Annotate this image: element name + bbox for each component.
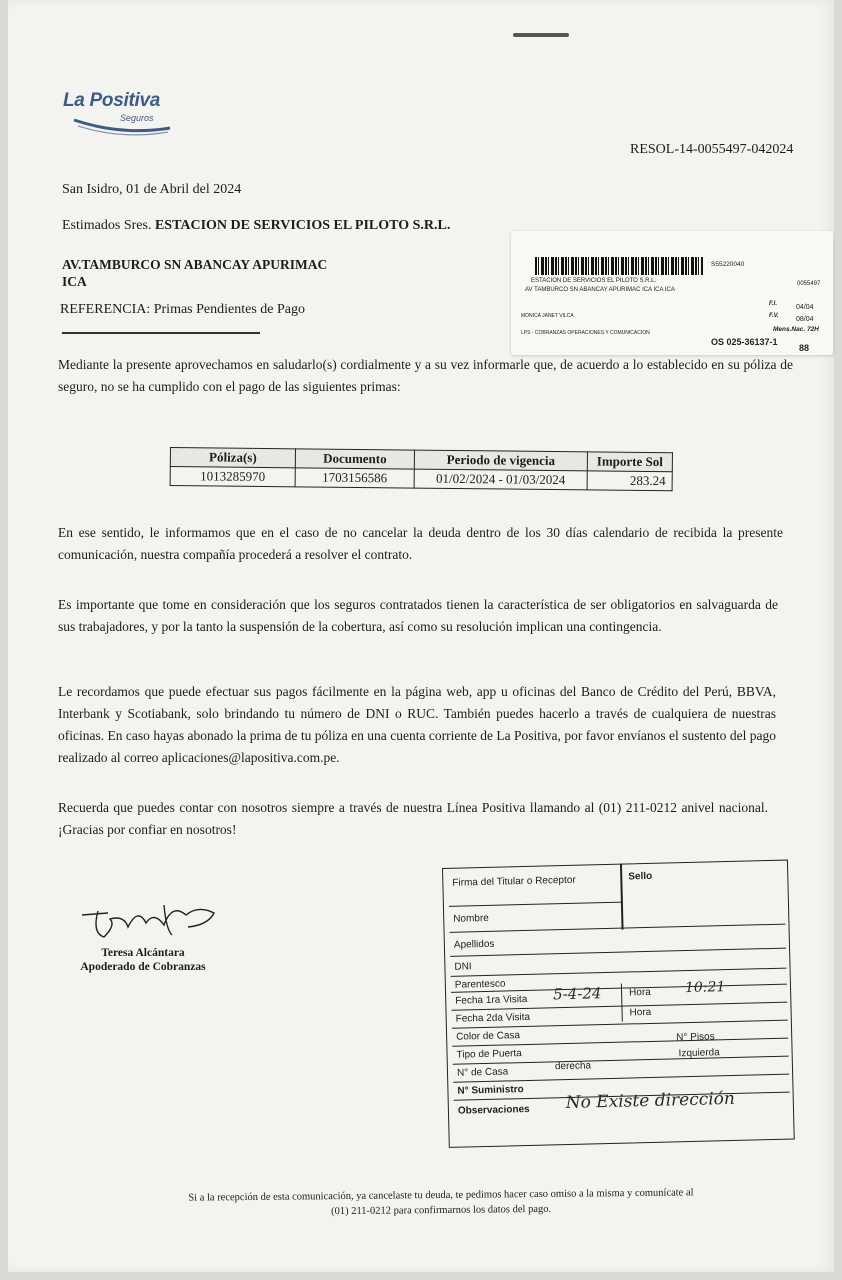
cell-documento: 1703156586 [295, 468, 414, 488]
premiums-table [170, 447, 673, 491]
barcode-icon [535, 257, 703, 275]
address-line1: AV.TAMBURCO SN ABANCAY APURIMAC [62, 257, 328, 272]
paragraph-importance: Es importante que tome en consideración que los seguros contratados tienen la característica de ser obligatorios en salvaguarda de sus trabajadores, y por la tanto la suspensión de la cobertura, así como su resolución implican una contingencia. [58, 597, 778, 634]
form-tipo-puerta: Tipo de Puerta [456, 1048, 522, 1061]
logo-sub: Seguros [120, 113, 154, 123]
form-n-pisos: N° Pisos [676, 1031, 715, 1044]
company-name: ESTACION DE SERVICIOS EL PILOTO S.R.L. [154, 218, 451, 233]
form-fecha2: Fecha 2da Visita [455, 1011, 531, 1025]
form-n-casa: N° de Casa [456, 1066, 509, 1079]
form-hora2: Hora [629, 1006, 652, 1019]
resolution-number: RESOL-14-0055497-042024 [630, 142, 794, 157]
form-parentesco: Parentesco [454, 978, 506, 991]
signer-name: Teresa Alcántara [101, 947, 185, 959]
label-fi-value: 04/04 [796, 304, 814, 311]
form-fecha1-value: 5-4-24 [552, 984, 602, 1004]
reference-text: Primas Pendientes de Pago [153, 302, 305, 317]
logo-name: La Positiva [63, 90, 161, 111]
form-observaciones: Observaciones [457, 1103, 530, 1117]
paragraph-payments: Le recordamos que puede efectuar sus pagos fácilmente en la página web, app u oficinas del Banco de Crédito del Perú, BBVA, Interbank y Scotiabank, solo brindando tu número de DNI o RUC. También puedes hacerlo a través de cualquiera de nuestras oficinas. En caso hayas abonado la prima de tu póliza en una cuenta corriente de La Positiva, por favor envíanos el sustento del pago realizado al correo aplicaciones@lapositiva.com.pe. [58, 684, 776, 765]
signature-scribble [68, 885, 228, 945]
salutation [62, 218, 450, 234]
label-fv-value: 08/04 [796, 316, 814, 323]
label-os-num: 88 [799, 343, 810, 353]
label-mens: Mens.Nac. 72H [773, 326, 819, 333]
form-dni: DNI [454, 961, 472, 973]
footer-line2: (01) 211-0212 para confirmarnos los datos del pago. [330, 1203, 552, 1218]
shipping-label [511, 231, 833, 355]
paragraph-contact: Recuerda que puedes contar con nosotros siempre a través de nuestra Línea Positiva llamando al (01) 211-0212 anivel nacional. ¡Gracias por confiar en nosotros! [58, 800, 768, 837]
header-periodo: Periodo de vigencia [414, 450, 587, 471]
form-firma: Firma del Titular o Receptor [452, 874, 576, 889]
form-hora: Hora [628, 986, 651, 999]
label-fi-label: F.I. [769, 301, 778, 307]
form-hora-value: 10:21 [684, 979, 726, 997]
form-obs-value: No Existe dirección [565, 1088, 736, 1114]
staple-mark [513, 33, 569, 37]
signer-title: Apoderado de Cobranzas [80, 961, 206, 973]
footer-note [126, 1185, 756, 1222]
label-fv-label: F.V. [769, 313, 779, 319]
letter-page [8, 0, 834, 1272]
label-ref-number: 0055497 [797, 281, 821, 287]
address-block [62, 256, 327, 290]
address-line2: ICA [62, 274, 87, 289]
footer-line1: Si a la recepción de esta comunicación, ya cancelaste tu deuda, te pedimos hacer caso omiso a la misma y comunícate al [188, 1187, 694, 1204]
paragraph-intro: Mediante la presente aprovechamos en saludarlo(s) cordialmente y a su vez informarle que, de acuerdo a lo establecido en su póliza de seguro, no se ha cumplido con el pago de las siguientes primas: [58, 357, 793, 394]
cell-importe: 283.24 [587, 471, 672, 491]
form-apellidos: Apellidos [453, 938, 495, 951]
reference-underline [62, 332, 260, 334]
barcode-code: S55220040 [711, 261, 745, 268]
form-derecha: derecha [554, 1060, 592, 1073]
label-os-code: OS 025-36137-1 [711, 337, 778, 347]
table-row [170, 467, 672, 491]
reference-label: REFERENCIA: [60, 302, 151, 317]
delivery-form [442, 859, 797, 1149]
label-contact: MONICA JANET VILCA [521, 313, 574, 319]
cell-periodo: 01/02/2024 - 01/03/2024 [414, 469, 587, 490]
cell-poliza: 1013285970 [170, 467, 295, 487]
form-nombre: Nombre [453, 912, 489, 925]
paragraph-warning: En ese sentido, le informamos que en el caso de no cancelar la deuda dentro de los 30 días calendario de recibida la presente comunicación, nuestra compañía procederá a resolver el contrato. [58, 525, 783, 562]
header-poliza: Póliza(s) [170, 448, 295, 468]
label-dept: LPS - COBRANZAS OPERACIONES Y COMUNICACION [521, 330, 650, 336]
form-sello: Sello [628, 870, 653, 883]
signature-block [68, 946, 218, 974]
reference [60, 302, 305, 318]
header-importe: Importe Sol [587, 452, 672, 472]
label-company: ESTACION DE SERVICIOS EL PILOTO S.R.L. [531, 278, 657, 284]
header-documento: Documento [295, 449, 414, 469]
label-address: AV TAMBURCO SN ABANCAY APURIMAC ICA ICA ICA [525, 287, 675, 293]
form-color-casa: Color de Casa [456, 1030, 521, 1043]
form-izquierda: Izquierda [678, 1047, 720, 1060]
date-line: San Isidro, 01 de Abril del 2024 [62, 182, 242, 197]
salutation-prefix: Estimados Sres. [62, 218, 152, 233]
form-fecha1: Fecha 1ra Visita [455, 993, 528, 1007]
form-suministro: N° Suministro [457, 1084, 524, 1097]
